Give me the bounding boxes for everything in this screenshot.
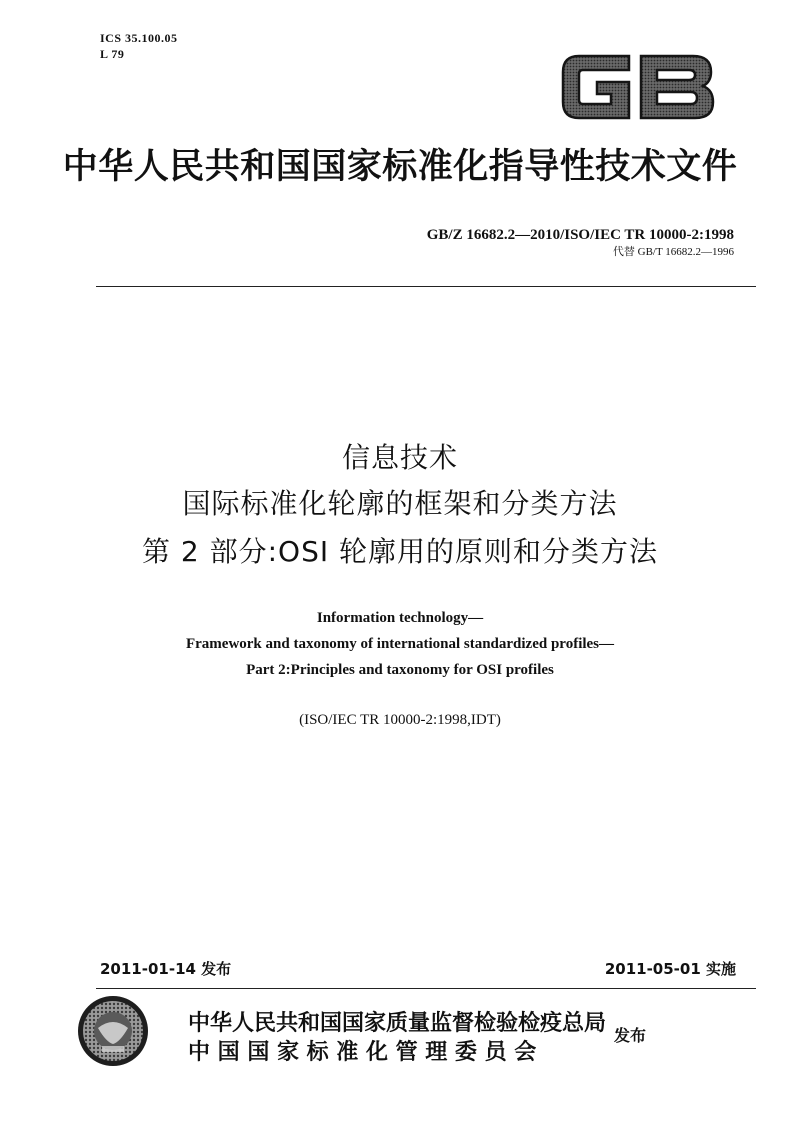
ics-code: ICS 35.100.05: [100, 31, 178, 45]
title-zh-line-3: 第 2 部分:OSI 轮廓用的原则和分类方法: [141, 535, 659, 568]
gb-logo: [557, 44, 719, 128]
title-en-line-2: Framework and taxonomy of international standardized profiles—: [185, 636, 615, 652]
top-divider: [96, 286, 756, 287]
publish-label: 发布: [614, 1026, 647, 1045]
adoption-note: (ISO/IEC TR 10000-2:1998,IDT): [299, 712, 501, 728]
title-zh-line-1: 信息技术: [341, 441, 458, 474]
official-seal-icon: [76, 994, 150, 1068]
classification-codes: [100, 30, 178, 62]
implementation-date: 2011-05-01 实施: [604, 960, 736, 978]
bottom-divider: [96, 988, 756, 989]
title-en-line-1: Information technology—: [316, 610, 484, 626]
document-type-heading: 中华人民共和国国家标准化指导性技术文件: [62, 147, 738, 187]
issue-date: 2011-01-14 发布: [100, 960, 232, 978]
gb-logo-text: GB: [638, 124, 640, 125]
title-en-line-3: Part 2:Principles and taxonomy for OSI profiles: [246, 662, 554, 678]
title-zh-line-2: 国际标准化轮廓的框架和分类方法: [182, 487, 618, 520]
standard-number: GB/Z 16682.2—2010/ISO/IEC TR 10000-2:1998: [426, 227, 734, 243]
replaces-standard: 代替 GB/T 16682.2—1996: [612, 246, 734, 258]
issuer-sac: 中 国 国 家 标 准 化 管 理 委 员 会: [188, 1040, 537, 1065]
issuer-aqsiq: 中华人民共和国国家质量监督检验检疫总局: [188, 1011, 607, 1036]
ccs-code: L 79: [100, 47, 125, 61]
